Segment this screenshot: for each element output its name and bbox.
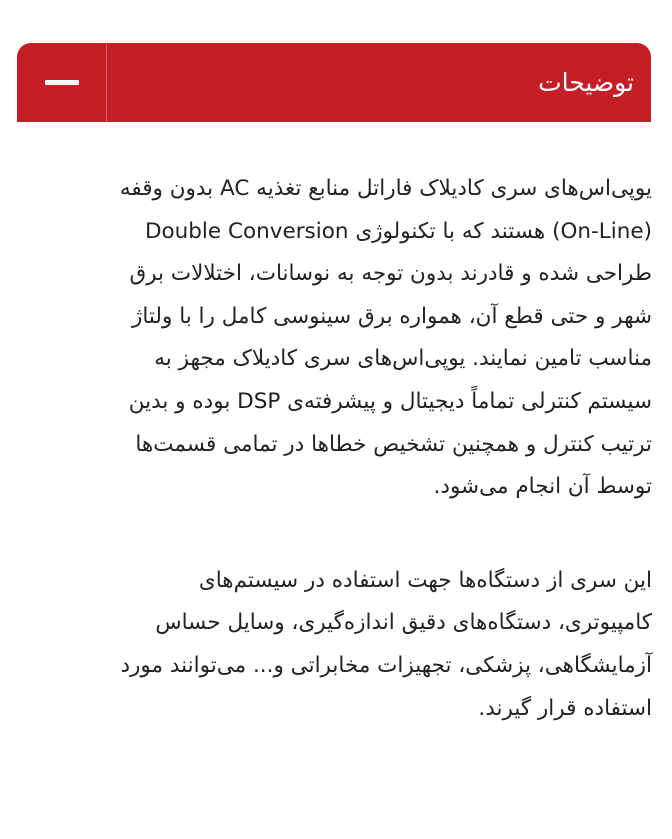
accordion-header[interactable]: [17, 43, 651, 122]
accordion-title: توضیحات: [538, 68, 634, 97]
minus-icon: [45, 80, 79, 85]
text-line: توسط آن انجام می‌شود.: [433, 474, 652, 500]
collapse-toggle-button[interactable]: [17, 43, 107, 122]
text-line: مناسب تامین نمایند. یوپی‌اس‌های سری کادیلاک مجهز به: [154, 346, 652, 372]
text-line: آزمایشگاهی، پزشکی، تجهیزات مخابراتی و... می‌توانند مورد: [120, 652, 652, 678]
text-line: کامپیوتری، دستگاه‌های دقیق اندازه‌گیری، وسایل حساس: [155, 610, 652, 636]
text-line: (On-Line) هستند که با تکنولوژی Double Conversion: [144, 218, 652, 244]
text-line: این سری از دستگاه‌ها جهت استفاده در سیستم‌های: [198, 567, 652, 593]
accordion-body: [22, 168, 652, 730]
text-line: شهر و حتی قطع آن، همواره برق سینوسی کامل را با ولتاژ: [132, 303, 652, 329]
text-line: ترتیب کنترل و همچنین تشخیص خطاها در تمامی قسمت‌ها: [135, 431, 652, 457]
text-line: یوپی‌اس‌های سری کادیلاک فاراتل منابع تغذیه AC بدون وقفه: [119, 176, 652, 201]
description-paragraph: [22, 168, 652, 509]
description-accordion: [17, 43, 651, 122]
text-line: استفاده قرار گیرند.: [478, 695, 652, 721]
description-paragraph: [22, 560, 652, 730]
text-line: سیستم کنترلی تماماً دیجیتال و پیشرفته‌ی DSP بوده و بدین: [128, 388, 652, 414]
text-line: طراحی شده و قادرند بدون توجه به نوسانات، اختلالات برق: [129, 261, 652, 287]
